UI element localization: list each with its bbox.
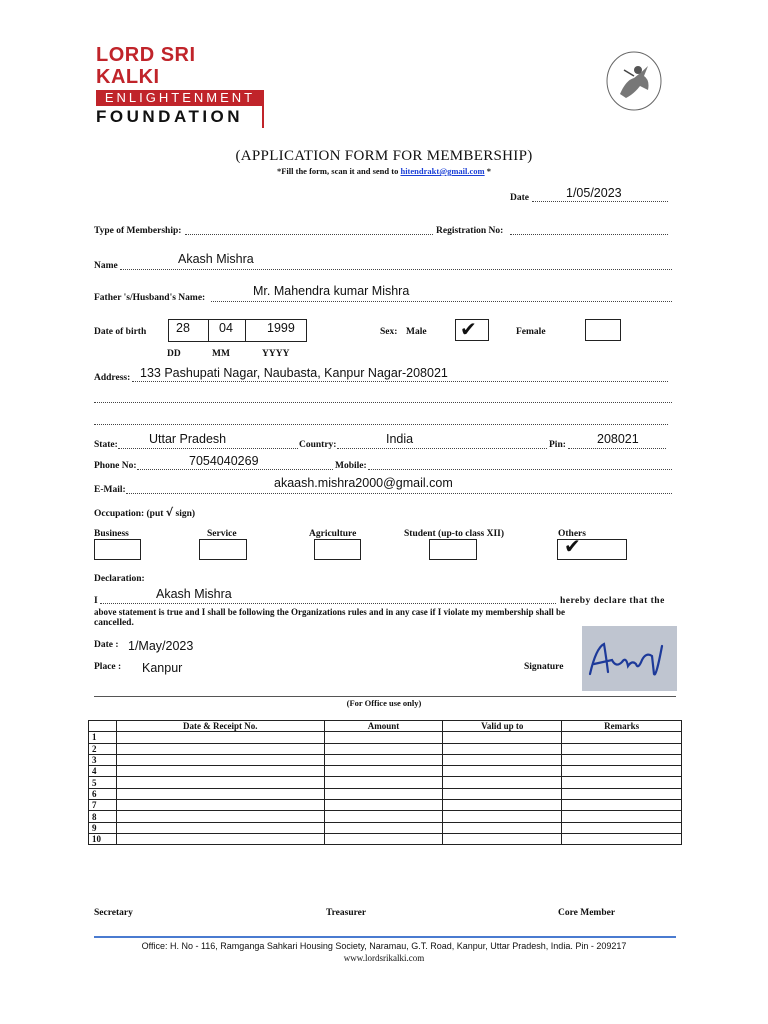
secretary-label: Secretary bbox=[94, 908, 133, 918]
table-row bbox=[89, 754, 682, 765]
name-label: Name bbox=[94, 261, 118, 271]
occ-service-checkbox[interactable] bbox=[199, 539, 247, 560]
table-cell[interactable] bbox=[562, 743, 682, 754]
occ-agriculture-label: Agriculture bbox=[309, 529, 357, 539]
row-number: 7 bbox=[89, 800, 117, 811]
table-cell[interactable] bbox=[116, 788, 324, 799]
decl-line1-tail: hereby declare that the bbox=[560, 596, 665, 606]
table-cell[interactable] bbox=[116, 743, 324, 754]
table-cell[interactable] bbox=[443, 766, 562, 777]
address-line-3[interactable] bbox=[94, 424, 668, 425]
table-row bbox=[89, 788, 682, 799]
place-label: Place : bbox=[94, 662, 122, 672]
table-cell[interactable] bbox=[116, 811, 324, 822]
footer-rule bbox=[94, 936, 676, 938]
table-cell[interactable] bbox=[562, 800, 682, 811]
father-name-field[interactable]: Mr. Mahendra kumar Mishra bbox=[253, 284, 410, 298]
treasurer-label: Treasurer bbox=[326, 908, 367, 918]
row-number: 8 bbox=[89, 811, 117, 822]
table-cell[interactable] bbox=[443, 822, 562, 833]
table-cell[interactable] bbox=[116, 822, 324, 833]
row-number: 9 bbox=[89, 822, 117, 833]
place-field[interactable]: Kanpur bbox=[142, 661, 183, 675]
address-label: Address: bbox=[94, 373, 131, 383]
occ-others-label: Others bbox=[558, 529, 586, 539]
dob-year[interactable]: 1999 bbox=[267, 321, 295, 335]
table-cell[interactable] bbox=[443, 811, 562, 822]
occupation-label: Occupation: (put √ sign) bbox=[94, 506, 196, 519]
male-check-icon: ✔ bbox=[460, 317, 477, 341]
header-cell: Valid up to bbox=[443, 721, 562, 732]
dob-label: Date of birth bbox=[94, 327, 147, 337]
footer-website[interactable]: www.lordsrikalki.com bbox=[343, 953, 425, 963]
form-title: (APPLICATION FORM FOR MEMBERSHIP) bbox=[235, 148, 533, 164]
dob-mm-label: MM bbox=[212, 349, 230, 359]
table-cell[interactable] bbox=[562, 833, 682, 844]
table-cell[interactable] bbox=[324, 811, 443, 822]
table-cell[interactable] bbox=[443, 788, 562, 799]
header-cell: Amount bbox=[324, 721, 443, 732]
table-cell[interactable] bbox=[116, 732, 324, 743]
table-cell[interactable] bbox=[562, 754, 682, 765]
row-number: 3 bbox=[89, 754, 117, 765]
form-subtitle: *Fill the form, scan it and send to hitendrakt@gmail.com * bbox=[276, 166, 492, 176]
table-cell[interactable] bbox=[324, 732, 443, 743]
table-cell[interactable] bbox=[443, 777, 562, 788]
pin-label: Pin: bbox=[549, 440, 566, 450]
table-cell[interactable] bbox=[443, 732, 562, 743]
phone-field[interactable]: 7054040269 bbox=[189, 454, 259, 468]
logo bbox=[96, 44, 264, 126]
table-cell[interactable] bbox=[562, 766, 682, 777]
table-row bbox=[89, 777, 682, 788]
tick-sign-icon: √ bbox=[165, 506, 174, 519]
row-number: 1 bbox=[89, 732, 117, 743]
decl-line2: above statement is true and I shall be following the Organizations rules and in any case if I violate my membership shall be bbox=[94, 607, 566, 617]
name-field[interactable]: Akash Mishra bbox=[178, 252, 254, 266]
office-table bbox=[88, 720, 682, 845]
country-field[interactable]: India bbox=[386, 432, 414, 446]
dob-yyyy-label: YYYY bbox=[262, 349, 290, 359]
row-number: 4 bbox=[89, 766, 117, 777]
signature-image bbox=[582, 626, 677, 691]
table-cell[interactable] bbox=[116, 754, 324, 765]
membership-type-label: Type of Membership: bbox=[94, 226, 182, 236]
others-check-icon: ✔ bbox=[564, 534, 581, 558]
core-member-label: Core Member bbox=[558, 908, 616, 918]
mobile-field[interactable] bbox=[368, 469, 672, 470]
table-row bbox=[89, 833, 682, 844]
female-label: Female bbox=[516, 327, 546, 337]
header-cell bbox=[89, 721, 117, 732]
dob-day[interactable]: 28 bbox=[176, 321, 190, 335]
date-field[interactable]: 1/05/2023 bbox=[566, 186, 622, 200]
signature-label: Signature bbox=[524, 662, 564, 672]
table-cell[interactable] bbox=[562, 788, 682, 799]
row-number: 6 bbox=[89, 788, 117, 799]
table-cell[interactable] bbox=[116, 777, 324, 788]
address-line-2[interactable] bbox=[94, 402, 672, 403]
logo-line2: ENLIGHTENMENT bbox=[96, 90, 264, 106]
table-row bbox=[89, 743, 682, 754]
declaration-label: Declaration: bbox=[94, 574, 145, 584]
decl-line3: cancelled. bbox=[94, 618, 134, 628]
table-cell[interactable] bbox=[324, 800, 443, 811]
occ-agriculture-checkbox[interactable] bbox=[314, 539, 361, 560]
logo-line3: FOUNDATION bbox=[96, 106, 264, 128]
state-field[interactable]: Uttar Pradesh bbox=[149, 432, 227, 446]
row-number: 10 bbox=[89, 833, 117, 844]
logo-line1: LORD SRI KALKI bbox=[96, 44, 196, 88]
state-label: State: bbox=[94, 440, 118, 450]
pin-field[interactable]: 208021 bbox=[597, 432, 639, 446]
row-number: 2 bbox=[89, 743, 117, 754]
office-table-header bbox=[89, 721, 682, 732]
decl-i: I bbox=[94, 596, 98, 606]
dob-dd-label: DD bbox=[167, 349, 181, 359]
table-cell[interactable] bbox=[324, 777, 443, 788]
table-cell[interactable] bbox=[562, 822, 682, 833]
registration-label: Registration No: bbox=[436, 226, 504, 236]
table-cell[interactable] bbox=[324, 743, 443, 754]
sex-label: Sex: bbox=[380, 327, 398, 337]
table-cell[interactable] bbox=[116, 800, 324, 811]
table-cell[interactable] bbox=[562, 811, 682, 822]
membership-type-field[interactable] bbox=[185, 234, 433, 235]
occ-business-label: Business bbox=[94, 529, 129, 539]
table-row bbox=[89, 732, 682, 743]
dob-month[interactable]: 04 bbox=[219, 321, 233, 335]
date2-label: Date : bbox=[94, 640, 119, 650]
table-row bbox=[89, 800, 682, 811]
registration-field[interactable] bbox=[510, 234, 668, 235]
table-cell[interactable] bbox=[443, 800, 562, 811]
table-cell[interactable] bbox=[562, 732, 682, 743]
address-field[interactable]: 133 Pashupati Nagar, Naubasta, Kanpur Nagar-208021 bbox=[140, 366, 448, 380]
header-cell: Date & Receipt No. bbox=[116, 721, 324, 732]
table-cell[interactable] bbox=[116, 833, 324, 844]
table-cell[interactable] bbox=[443, 743, 562, 754]
occ-service-label: Service bbox=[207, 529, 237, 539]
table-cell[interactable] bbox=[443, 833, 562, 844]
father-name-label: Father 's/Husband's Name: bbox=[94, 293, 206, 303]
occ-student-label: Student (up-to class XII) bbox=[404, 529, 505, 539]
male-label: Male bbox=[406, 327, 427, 337]
footer-address: Office: H. No - 116, Ramganga Sahkari Housing Society, Naramau, G.T. Road, Kanpur, Uttar Pradesh, India. Pin - 209217 bbox=[141, 941, 627, 951]
table-cell[interactable] bbox=[116, 766, 324, 777]
office-caption: (For Office use only) bbox=[346, 698, 422, 708]
table-row bbox=[89, 822, 682, 833]
phone-label: Phone No: bbox=[94, 461, 137, 471]
table-cell[interactable] bbox=[324, 822, 443, 833]
mobile-label: Mobile: bbox=[335, 461, 367, 471]
declaration-name-field[interactable]: Akash Mishra bbox=[156, 587, 232, 601]
country-label: Country: bbox=[299, 440, 337, 450]
occ-student-checkbox[interactable] bbox=[429, 539, 477, 560]
occ-business-checkbox[interactable] bbox=[94, 539, 141, 560]
header-cell: Remarks bbox=[562, 721, 682, 732]
table-cell[interactable] bbox=[324, 754, 443, 765]
female-checkbox[interactable] bbox=[585, 319, 621, 341]
kalki-emblem bbox=[604, 50, 664, 112]
email-field[interactable]: akaash.mishra2000@gmail.com bbox=[274, 476, 453, 490]
table-cell[interactable] bbox=[324, 788, 443, 799]
table-cell[interactable] bbox=[562, 777, 682, 788]
date-label: Date bbox=[510, 193, 529, 203]
table-row bbox=[89, 766, 682, 777]
table-row bbox=[89, 811, 682, 822]
email-label: E-Mail: bbox=[94, 485, 126, 495]
table-cell[interactable] bbox=[324, 766, 443, 777]
row-number: 5 bbox=[89, 777, 117, 788]
table-cell[interactable] bbox=[324, 833, 443, 844]
email-link[interactable]: hitendrakt@gmail.com bbox=[400, 166, 485, 176]
table-cell[interactable] bbox=[443, 754, 562, 765]
office-divider bbox=[94, 696, 676, 697]
date2-field[interactable]: 1/May/2023 bbox=[128, 639, 194, 653]
